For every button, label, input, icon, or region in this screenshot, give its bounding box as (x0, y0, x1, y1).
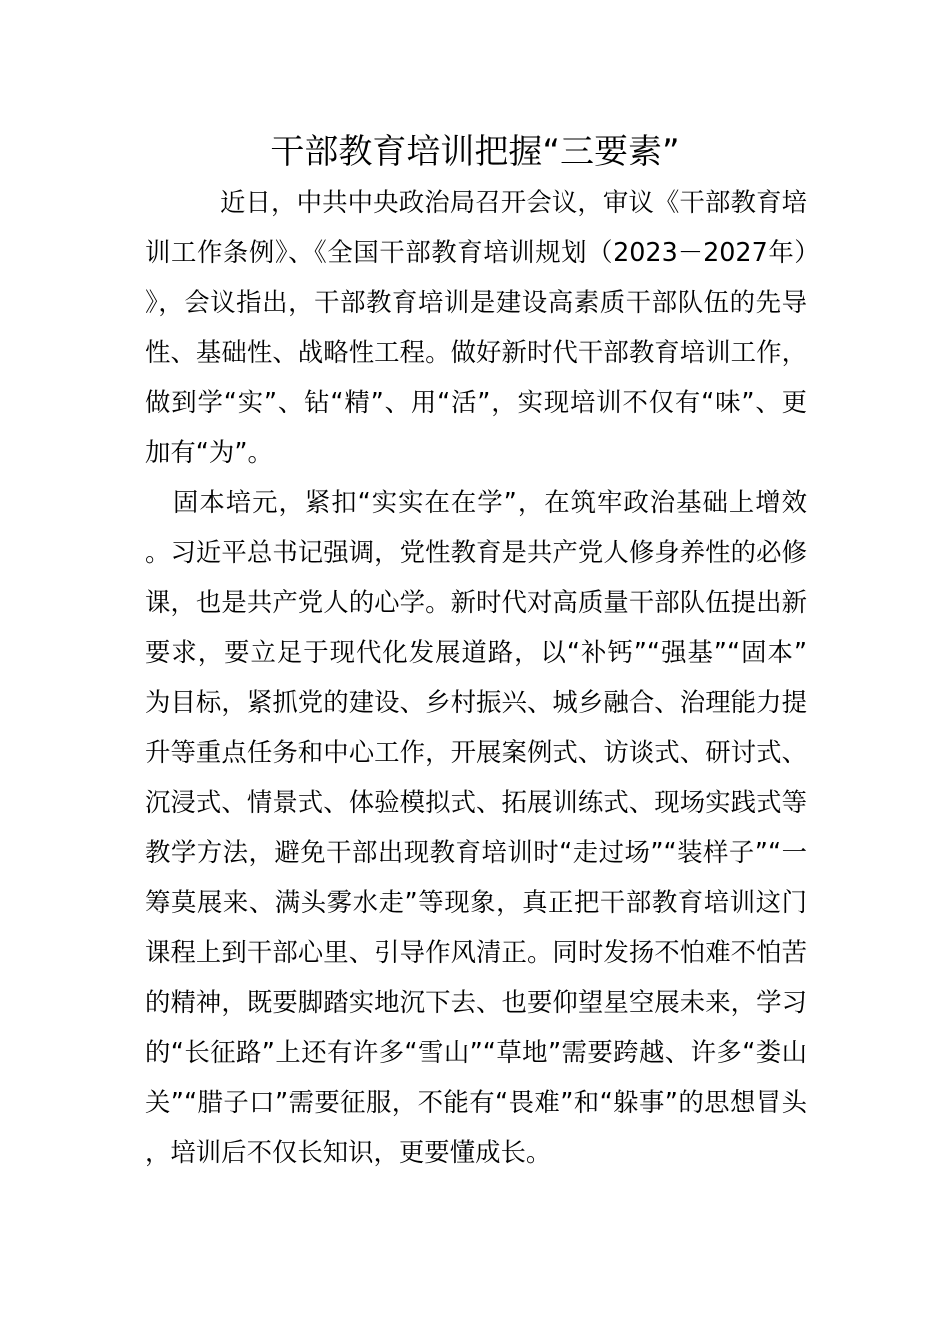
paragraph-intro: 近日，中共中央政治局召开会议，审议《干部教育培训工作条例》、《全国干部教育培训规划（2023－2027年）》，会议指出，干部教育培训是建设高素质干部队伍的先导性、基础性、战略性工程。做好新时代干部教育培训工作，做到学“实”、钻“精”、用“活”，实现培训不仅有“味”、更加有“为”。 (145, 187, 807, 467)
document-title: 干部教育培训把握“三要素” (270, 132, 680, 172)
paragraph-gubenpeiyuan: 固本培元，紧扣“实实在在学”，在筑牢政治基础上增效。习近平总书记强调，党性教育是共产党人修身养性的必修课，也是共产党人的心学。新时代对高质量干部队伍提出新要求，要立足于现代化发展道路，以“补钙”“强基”“固本”为目标，紧抓党的建设、乡村振兴、城乡融合、治理能力提升等重点任务和中心工作，开展案例式、访谈式、研讨式、沉浸式、情景式、体验模拟式、拓展训练式、现场实践式等教学方法，避免干部出现教育培训时“走过场”“装样子”“一筹莫展来、满头雾水走”等现象，真正把干部教育培训这门课程上到干部心里、引导作风清正。同时发扬不怕难不怕苦的精神，既要脚踏实地沉下去、也要仰望星空展未来，学习的“长征路”上还有许多“雪山”“草地”需要跨越、许多“娄山关”“腊子口”需要征服，不能有“畏难”和“躲事”的思想冒头，培训后不仅长知识，更要懂成长。 (145, 487, 807, 1167)
